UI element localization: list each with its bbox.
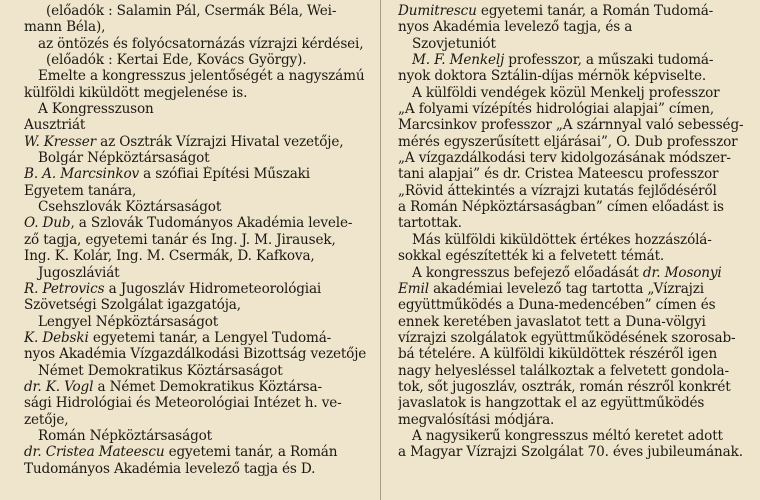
right-column-line: együttműködés a Duna-medencében” címen és	[398, 297, 716, 314]
left-column-line: Lengyel Népköztársaságot	[38, 313, 219, 330]
right-column-line: vízrajzi szolgálatok együttműködésének szorosab-	[398, 329, 736, 346]
left-column-line: Német Demokratikus Köztársaságot	[38, 362, 283, 379]
left-column-line: Egyetem tanára,	[24, 182, 137, 199]
left-column-line: R. Petrovics a Jugoszláv Hidrometeorológiai	[24, 280, 322, 297]
right-column-line: „Rövid áttekintés a vízrajzi kutatás fejlődéséről	[398, 182, 717, 199]
italic-name: dr. Mosonyi	[642, 264, 722, 281]
left-column-line: (előadók : Salamin Pál, Csermák Béla, Wei-	[46, 3, 337, 19]
left-column-line: Szövetségi Szolgálat igazgatója,	[24, 297, 241, 314]
right-column-line: Más külföldi kiküldöttek értékes hozzászólá-	[412, 231, 712, 248]
italic-name: Dumitrescu	[398, 3, 477, 19]
right-column-line: „A folyami vízépítés hidrológiai alapjai” címen,	[398, 101, 714, 118]
left-column-line: Ing. K. Kolár, Ing. M. Csermák, D. Kafkova,	[24, 248, 315, 265]
left-column-line: Tudományos Akadémia levelező tagja és D.	[24, 460, 316, 477]
left-column-line: zetője,	[24, 411, 69, 428]
right-column-line: sokkal egészítették ki a felvetett témát.	[398, 248, 665, 265]
right-column-line: nyos Akadémia levelező tagja, és a	[398, 19, 633, 36]
left-column-line: az öntözés és folyócsatornázás vízrajzi kérdései,	[38, 35, 364, 52]
left-column-line: Bolgár Népköztársaságot	[38, 150, 210, 167]
right-column-line: mérés egyszerűsített eljárásai”, O. Dub professzor	[398, 133, 738, 150]
right-column-line: Dumitrescu egyetemi tanár, a Román Tudomá-	[398, 3, 714, 19]
left-column-line: dr. K. Vogl a Német Demokratikus Köztársa-	[24, 378, 322, 395]
italic-name: K. Debski	[24, 329, 89, 346]
right-column-line: javaslatok is hangzottak el az együttműködés	[398, 395, 705, 412]
right-column-line: a Román Népköztársaságban” címen előadást is	[398, 199, 724, 216]
right-column-line: Marcsinkov professzor „A szárnnyal való sebesség-	[398, 117, 744, 134]
left-column-line: B. A. Marcsinkov a szófiai Építési Műszaki	[24, 166, 310, 183]
left-column	[24, 3, 366, 477]
left-column-line: külföldi kiküldött megjelenése is.	[24, 84, 248, 101]
italic-name: dr. Cristea Mateescu	[24, 444, 165, 461]
left-column-line: mann Béla),	[24, 19, 106, 36]
italic-name: M. F. Menkelj	[412, 52, 505, 69]
italic-name: O. Dub	[24, 215, 71, 232]
italic-name: R. Petrovics	[24, 280, 105, 297]
right-column-line: megvalósítási módjára.	[398, 411, 555, 428]
left-column-line: ző tagja, egyetemi tanár és Ing. J. M. Jirausek,	[24, 231, 336, 248]
right-column-line: tani alapjai” és dr. Cristea Mateescu professzor	[398, 166, 719, 183]
right-column-line: A kongresszus befejező előadását dr. Mosonyi	[412, 264, 722, 281]
right-column-line: Emil akadémiai levelező tag tartotta „Vízrajzi	[398, 280, 704, 297]
left-column-line: Emelte a kongresszus jelentőségét a nagyszámú	[38, 68, 365, 85]
left-column-line: nyos Akadémia Vízgazdálkodási Bizottság vezetője	[24, 346, 366, 363]
left-column-line: Román Népköztársaságot	[38, 427, 212, 444]
right-column-line: tok, sőt jugoszláv, osztrák, román részről konkrét	[398, 378, 731, 395]
left-column-line: dr. Cristea Mateescu egyetemi tanár, a Román	[24, 444, 338, 461]
right-column-line: A külföldi vendégek közül Menkelj professzor	[412, 84, 720, 101]
left-column-line: K. Debski egyetemi tanár, a Lengyel Tudomá-	[24, 329, 332, 346]
right-column-line: M. F. Menkelj professzor, a műszaki tudomá-	[412, 52, 714, 69]
left-column-line: (előadók : Kertai Ede, Kovács György).	[46, 52, 307, 69]
left-column-line: O. Dub, a Szlovák Tudományos Akadémia levele-	[24, 215, 353, 232]
left-column-line: Jugoszláviát	[38, 264, 120, 281]
right-column-line: „A vízgazdálkodási terv kidolgozásának módszer-	[398, 150, 731, 167]
right-column	[398, 3, 756, 461]
left-column-line: W. Kresser az Osztrák Vízrajzi Hivatal vezetője,	[24, 133, 344, 150]
right-column-line: tartottak.	[398, 215, 462, 232]
italic-name: Emil	[398, 280, 429, 297]
right-column-line: bá tételére. A külföldi kiküldöttek részéről igen	[398, 346, 718, 363]
left-column-line: Csehszlovák Köztársaságot	[38, 199, 222, 216]
left-column-line: sági Hidrológiai és Meteorológiai Intézet h. ve-	[24, 395, 342, 412]
right-column-line: Szovjetuniót	[412, 35, 496, 52]
column-divider	[380, 0, 381, 500]
italic-name: dr. K. Vogl	[24, 378, 94, 395]
italic-name: W. Kresser	[24, 133, 96, 150]
left-column-line: Ausztriát	[24, 117, 86, 134]
right-column-line: a Magyar Vízrajzi Szolgálat 70. éves jubileumának.	[398, 444, 743, 461]
italic-name: B. A. Marcsinkov	[24, 166, 140, 183]
right-column-line: nagy helyesléssel találkoztak a felvetett gondola-	[398, 362, 729, 379]
right-column-line: ennek keretében javaslatot tett a Duna-völgyi	[398, 313, 706, 330]
left-column-line: A Kongresszuson	[38, 101, 154, 118]
right-column-line: A nagysikerű kongresszus méltó keretet adott	[412, 427, 723, 444]
right-column-line: nyok doktora Sztálin-díjas mérnök képviselte.	[398, 68, 707, 85]
